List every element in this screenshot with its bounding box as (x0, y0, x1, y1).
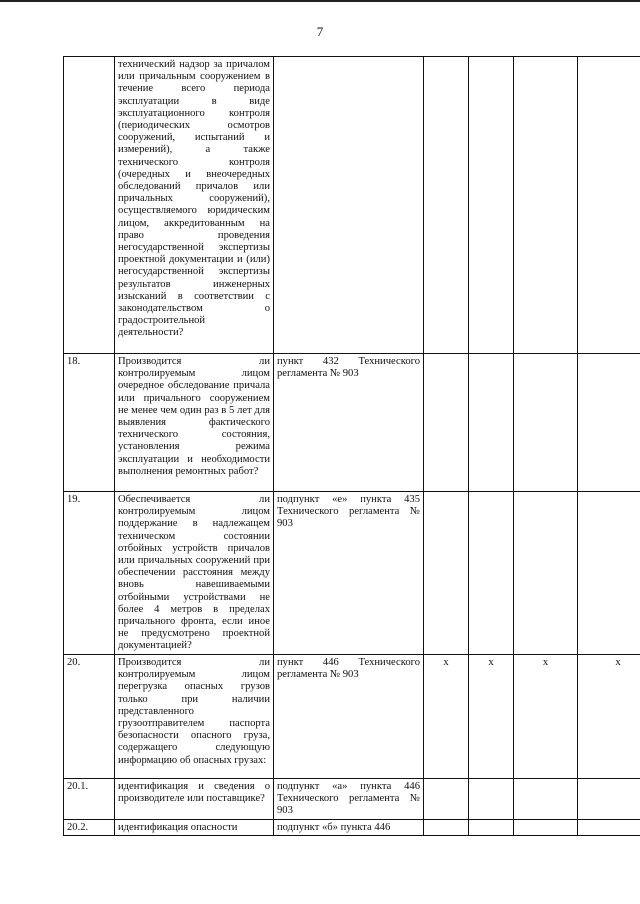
table-row (64, 492, 640, 655)
note-cell (578, 354, 640, 492)
answer-no-cell (469, 492, 514, 655)
answer-yes-cell (424, 779, 469, 820)
row-question: Производится ли контролируемым лицом очередное обследование причала или причального сооружением не менее чем один раз в 5 лет для выявления фактического технического состояния, установления режима эксплуатации и необходимости выполнения ремонтных работ? (115, 354, 274, 492)
row-number (64, 57, 115, 354)
table-row (64, 57, 640, 354)
note-cell (578, 819, 640, 835)
row-number: 20. (64, 655, 115, 779)
row-legal-reference: пункт 446 Технического регламента № 903 (274, 655, 424, 779)
answer-yes-cell: x (424, 655, 469, 779)
row-number: 20.1. (64, 779, 115, 820)
answer-no-cell (469, 354, 514, 492)
table-row (64, 819, 640, 835)
answer-not-applicable-cell (514, 819, 578, 835)
row-legal-reference: подпункт «а» пункта 446 Технического регламента № 903 (274, 779, 424, 820)
row-number: 19. (64, 492, 115, 655)
row-legal-reference (274, 57, 424, 354)
top-border-line (0, 0, 640, 2)
checklist-table (63, 56, 640, 836)
note-cell (578, 492, 640, 655)
answer-yes-cell (424, 819, 469, 835)
answer-not-applicable-cell (514, 492, 578, 655)
note-cell (578, 779, 640, 820)
answer-no-cell: x (469, 655, 514, 779)
row-question: идентификация опасности (115, 819, 274, 835)
row-question: технический надзор за причалом или причальным сооружением в течение всего периода эксплуатации в виде эксплуатационного контроля (периодических осмотров сооружений, испытаний и измерений), а также технического контроля (очередных и внеочередных обследований причалов или причальных сооружений), осуществляемого юридическим лицом, аккредитованным на право проведения негосударственной экспертизы проектной документации и (или) негосударственной экспертизы результатов инженерных изысканий в соответствии с законодательством о градостроительной деятельности? (115, 57, 274, 354)
answer-no-cell (469, 57, 514, 354)
row-legal-reference: подпункт «б» пункта 446 (274, 819, 424, 835)
row-question: Обеспечивается ли контролируемым лицом поддержание в надлежащем техническом состоянии отбойных устройств причалов или причальных сооружений при обеспечении расстояния между вновь навешиваемыми отбойными устройствами не более 4 метров в пределах причального фронта, если иное не предусмотрено проектной документацией? (115, 492, 274, 655)
row-legal-reference: пункт 432 Технического регламента № 903 (274, 354, 424, 492)
row-number: 18. (64, 354, 115, 492)
answer-yes-cell (424, 492, 469, 655)
row-question: Производится ли контролируемым лицом перегрузка опасных грузов только при наличии представленного грузоотправителем паспорта безопасности опасного груза, содержащего следующую информацию об опасных грузах: (115, 655, 274, 779)
answer-yes-cell (424, 57, 469, 354)
note-cell (578, 57, 640, 354)
table-row (64, 354, 640, 492)
answer-no-cell (469, 819, 514, 835)
answer-yes-cell (424, 354, 469, 492)
table-row (64, 655, 640, 779)
row-question: идентификация и сведения о производителе или поставщике? (115, 779, 274, 820)
answer-not-applicable-cell (514, 779, 578, 820)
table-row (64, 779, 640, 820)
row-number: 20.2. (64, 819, 115, 835)
page-number: 7 (316, 24, 324, 39)
answer-not-applicable-cell: x (514, 655, 578, 779)
row-legal-reference: подпункт «е» пункта 435 Технического регламента № 903 (274, 492, 424, 655)
note-cell: x (578, 655, 640, 779)
answer-not-applicable-cell (514, 57, 578, 354)
answer-not-applicable-cell (514, 354, 578, 492)
answer-no-cell (469, 779, 514, 820)
